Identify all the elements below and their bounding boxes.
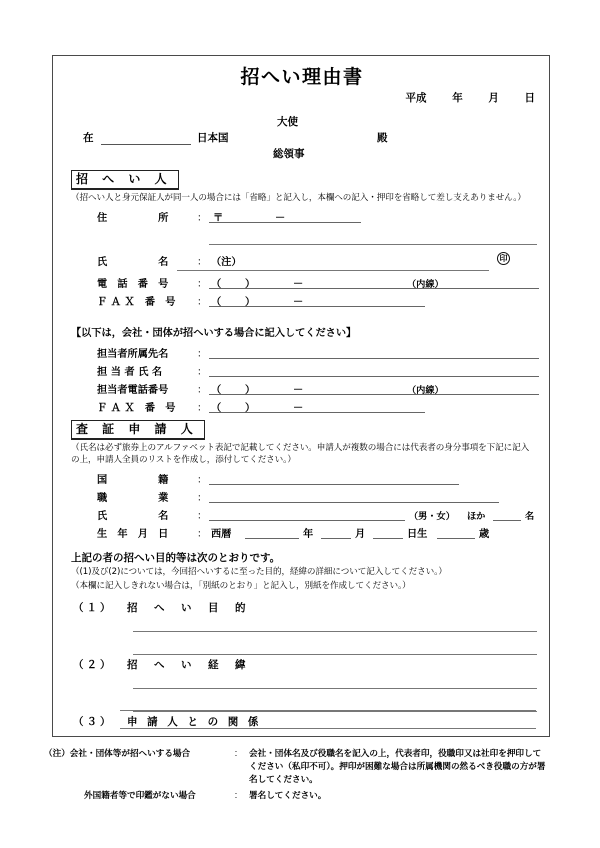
addressee-japan: 日本国 (197, 132, 229, 144)
colon-inviter-name: ： (197, 257, 208, 268)
addressee-zai: 在 (83, 132, 94, 144)
field-row-birthdate (97, 524, 537, 540)
inviter-tel-paren-open: （ (211, 279, 222, 290)
applicant-gender-choice[interactable]: （男・女） (409, 511, 455, 522)
inviter-fax-paren-open: （ (211, 297, 222, 308)
purpose-item-2-number: （２） (73, 659, 114, 671)
input-purpose-2-line1[interactable] (133, 688, 537, 689)
inviter-tel-extension: （内線） (407, 279, 444, 290)
birth-seireki-label: 西暦 (211, 529, 232, 540)
footnote-company-colon: ： (234, 749, 243, 759)
label-company-person: 担 当 者 氏 名 (97, 367, 163, 378)
footnote-foreign-label: 外国籍者等で印鑑がない場合 (84, 790, 196, 801)
colon-company-fax: ： (197, 403, 208, 414)
input-purpose-3-line1[interactable] (120, 710, 536, 711)
year-label: 年 (452, 92, 463, 104)
applicant-note-line2: の上，申請人全員のリストを作成し，添付してください。） (71, 455, 296, 465)
field-row-applicant-name (97, 506, 537, 522)
birth-day-label: 日生 (407, 529, 428, 540)
colon-applicant-name: ： (197, 511, 208, 522)
field-row-inviter-tel (97, 274, 537, 290)
label-inviter-tel: 電 話 番 号 (97, 279, 169, 290)
form-inner (65, 56, 539, 736)
label-inviter-fax: Ｆ Ａ Ｘ 番 号 (97, 297, 176, 308)
input-purpose-3-line2[interactable] (120, 728, 536, 729)
input-company-fax[interactable] (209, 398, 425, 413)
footnote-foreign-colon: ： (234, 790, 243, 801)
label-applicant-name: 氏 名 (97, 511, 169, 522)
input-inviter-tel[interactable] (209, 274, 539, 289)
input-inviter-name[interactable] (177, 270, 489, 271)
applicant-mei-label: 名 (525, 511, 535, 522)
inviter-tel-dash: － (293, 279, 304, 290)
inviter-tel-paren-close: ） (245, 279, 256, 290)
footnote-foreign-text: 署名してください。 (249, 790, 327, 801)
footnote-company-label: （注）会社・団体等が招へいする場合 (44, 749, 191, 759)
purpose-note-line2: （本欄に記入しきれない場合は，「別紙のとおり」と記入し，別紙を作成してください。） (71, 581, 411, 591)
purpose-item-2-label: 招 へ い 経 緯 (127, 659, 249, 671)
input-applicant-age[interactable] (437, 524, 475, 539)
label-inviter-name: 氏 名 (97, 257, 169, 268)
colon-address: ： (197, 213, 208, 224)
postal-dash: － (275, 213, 286, 224)
purpose-item-3-number: （３） (73, 716, 114, 728)
input-applicant-name[interactable] (209, 506, 405, 521)
field-row-company-fax (97, 398, 537, 414)
footnote-row-foreign (44, 790, 564, 803)
input-purpose-1-line1[interactable] (133, 631, 537, 632)
label-address: 住 所 (97, 213, 169, 224)
field-row-nationality (97, 470, 537, 486)
input-birth-year[interactable] (245, 524, 299, 539)
input-purpose-2-line2[interactable] (133, 711, 537, 712)
input-company-person[interactable] (209, 362, 539, 377)
age-label: 歳 (479, 529, 490, 540)
addressee-country-blank[interactable] (101, 144, 191, 145)
colon-company-dept: ： (197, 349, 208, 360)
purpose-item-1-label: 招 へ い 目 的 (127, 602, 249, 614)
form-frame (52, 55, 550, 737)
purpose-note-line1: （(1)及び(2)については，今回招へいするに至った目的，経緯の詳細について記入してください。） (71, 567, 447, 577)
input-company-tel[interactable] (209, 380, 539, 395)
section-heading-company: 【以下は，会社・団体が招へいする場合に記入してください】 (71, 328, 357, 339)
company-tel-paren-open: （ (211, 385, 222, 396)
footnotes-block (44, 748, 564, 803)
field-row-inviter-address (97, 208, 537, 224)
input-company-dept[interactable] (209, 344, 539, 359)
label-company-dept: 担当者所属先名 (97, 349, 169, 360)
label-occupation: 職 業 (97, 493, 169, 504)
field-row-company-tel (97, 380, 537, 396)
field-row-inviter-name (97, 252, 537, 268)
company-fax-dash: － (293, 403, 304, 414)
month-label: 月 (488, 92, 499, 104)
label-birthdate: 生 年 月 日 (97, 529, 169, 540)
input-purpose-1-line2[interactable] (133, 654, 537, 655)
field-row-company-dept (97, 344, 537, 360)
inviter-note: （招へい人と身元保証人が同一人の場合には「省略」と記入し，本欄への記入・押印を省略して差し支えありません。） (71, 193, 526, 203)
input-birth-month[interactable] (321, 524, 351, 539)
colon-birthdate: ： (197, 529, 208, 540)
purpose-item-3-label: 申 請 人 と の 関 係 (127, 716, 262, 728)
addressee-ambassador: 大使 (277, 116, 298, 128)
company-tel-paren-close: ） (245, 385, 256, 396)
inviter-name-note: （注） (211, 257, 242, 268)
input-inviter-fax[interactable] (209, 292, 425, 307)
label-company-tel: 担当者電話番号 (97, 385, 169, 396)
field-row-inviter-fax (97, 292, 537, 308)
footnote-company-text: 会社・団体名及び役職名を記入の上，代表者印，役職印又は社印を押印してください（私印不可）。押印が困難な場合は所属機関の然るべき役職の方が署名してください。 (249, 749, 546, 785)
company-fax-paren-open: （ (211, 403, 222, 414)
inviter-fax-paren-close: ） (245, 297, 256, 308)
day-label: 日 (524, 92, 535, 104)
label-nationality: 国 籍 (97, 475, 169, 486)
purpose-item-1-number: （１） (73, 602, 114, 614)
footnote-row-company (44, 748, 564, 787)
field-row-occupation (97, 488, 537, 504)
input-nationality[interactable] (209, 470, 459, 485)
addressee-consul-general: 総領事 (273, 148, 305, 160)
colon-company-person: ： (197, 367, 208, 378)
colon-nationality: ： (197, 475, 208, 486)
section-heading-applicant: 査 証 申 請 人 (71, 420, 205, 440)
birth-month-label: 月 (355, 529, 366, 540)
postal-mark-icon: 〒 (213, 213, 224, 224)
page-title: 招へい理由書 (240, 66, 364, 88)
colon-company-tel: ： (197, 385, 208, 396)
colon-inviter-fax: ： (197, 297, 208, 308)
applicant-hoka-label: ほか (467, 511, 486, 522)
colon-occupation: ： (197, 493, 208, 504)
era-label: 平成 (405, 92, 427, 104)
company-fax-paren-close: ） (245, 403, 256, 414)
label-company-fax: Ｆ Ａ Ｘ 番 号 (97, 403, 176, 414)
input-applicant-count[interactable] (493, 506, 521, 521)
purpose-lead: 上記の者の招へい目的等は次のとおりです。 (71, 552, 281, 564)
company-tel-extension: （内線） (407, 385, 444, 396)
input-inviter-address-line2[interactable] (209, 244, 537, 245)
birth-year-label: 年 (303, 529, 314, 540)
section-heading-inviter: 招 へ い 人 (71, 170, 179, 190)
input-birth-day[interactable] (373, 524, 403, 539)
field-row-company-person (97, 362, 537, 378)
colon-inviter-tel: ： (197, 279, 208, 290)
inviter-fax-dash: － (293, 297, 304, 308)
addressee-block (65, 114, 539, 166)
date-line (406, 90, 535, 105)
seal-icon: 印 (497, 252, 510, 265)
company-tel-dash: － (293, 385, 304, 396)
applicant-note-line1: （氏名は必ず旅券上のアルファベット表記で記載してください。申請人が複数の場合には代表者の身分事項を下記に記入 (71, 443, 530, 453)
addressee-honorific: 殿 (377, 132, 388, 144)
input-occupation[interactable] (209, 488, 499, 503)
